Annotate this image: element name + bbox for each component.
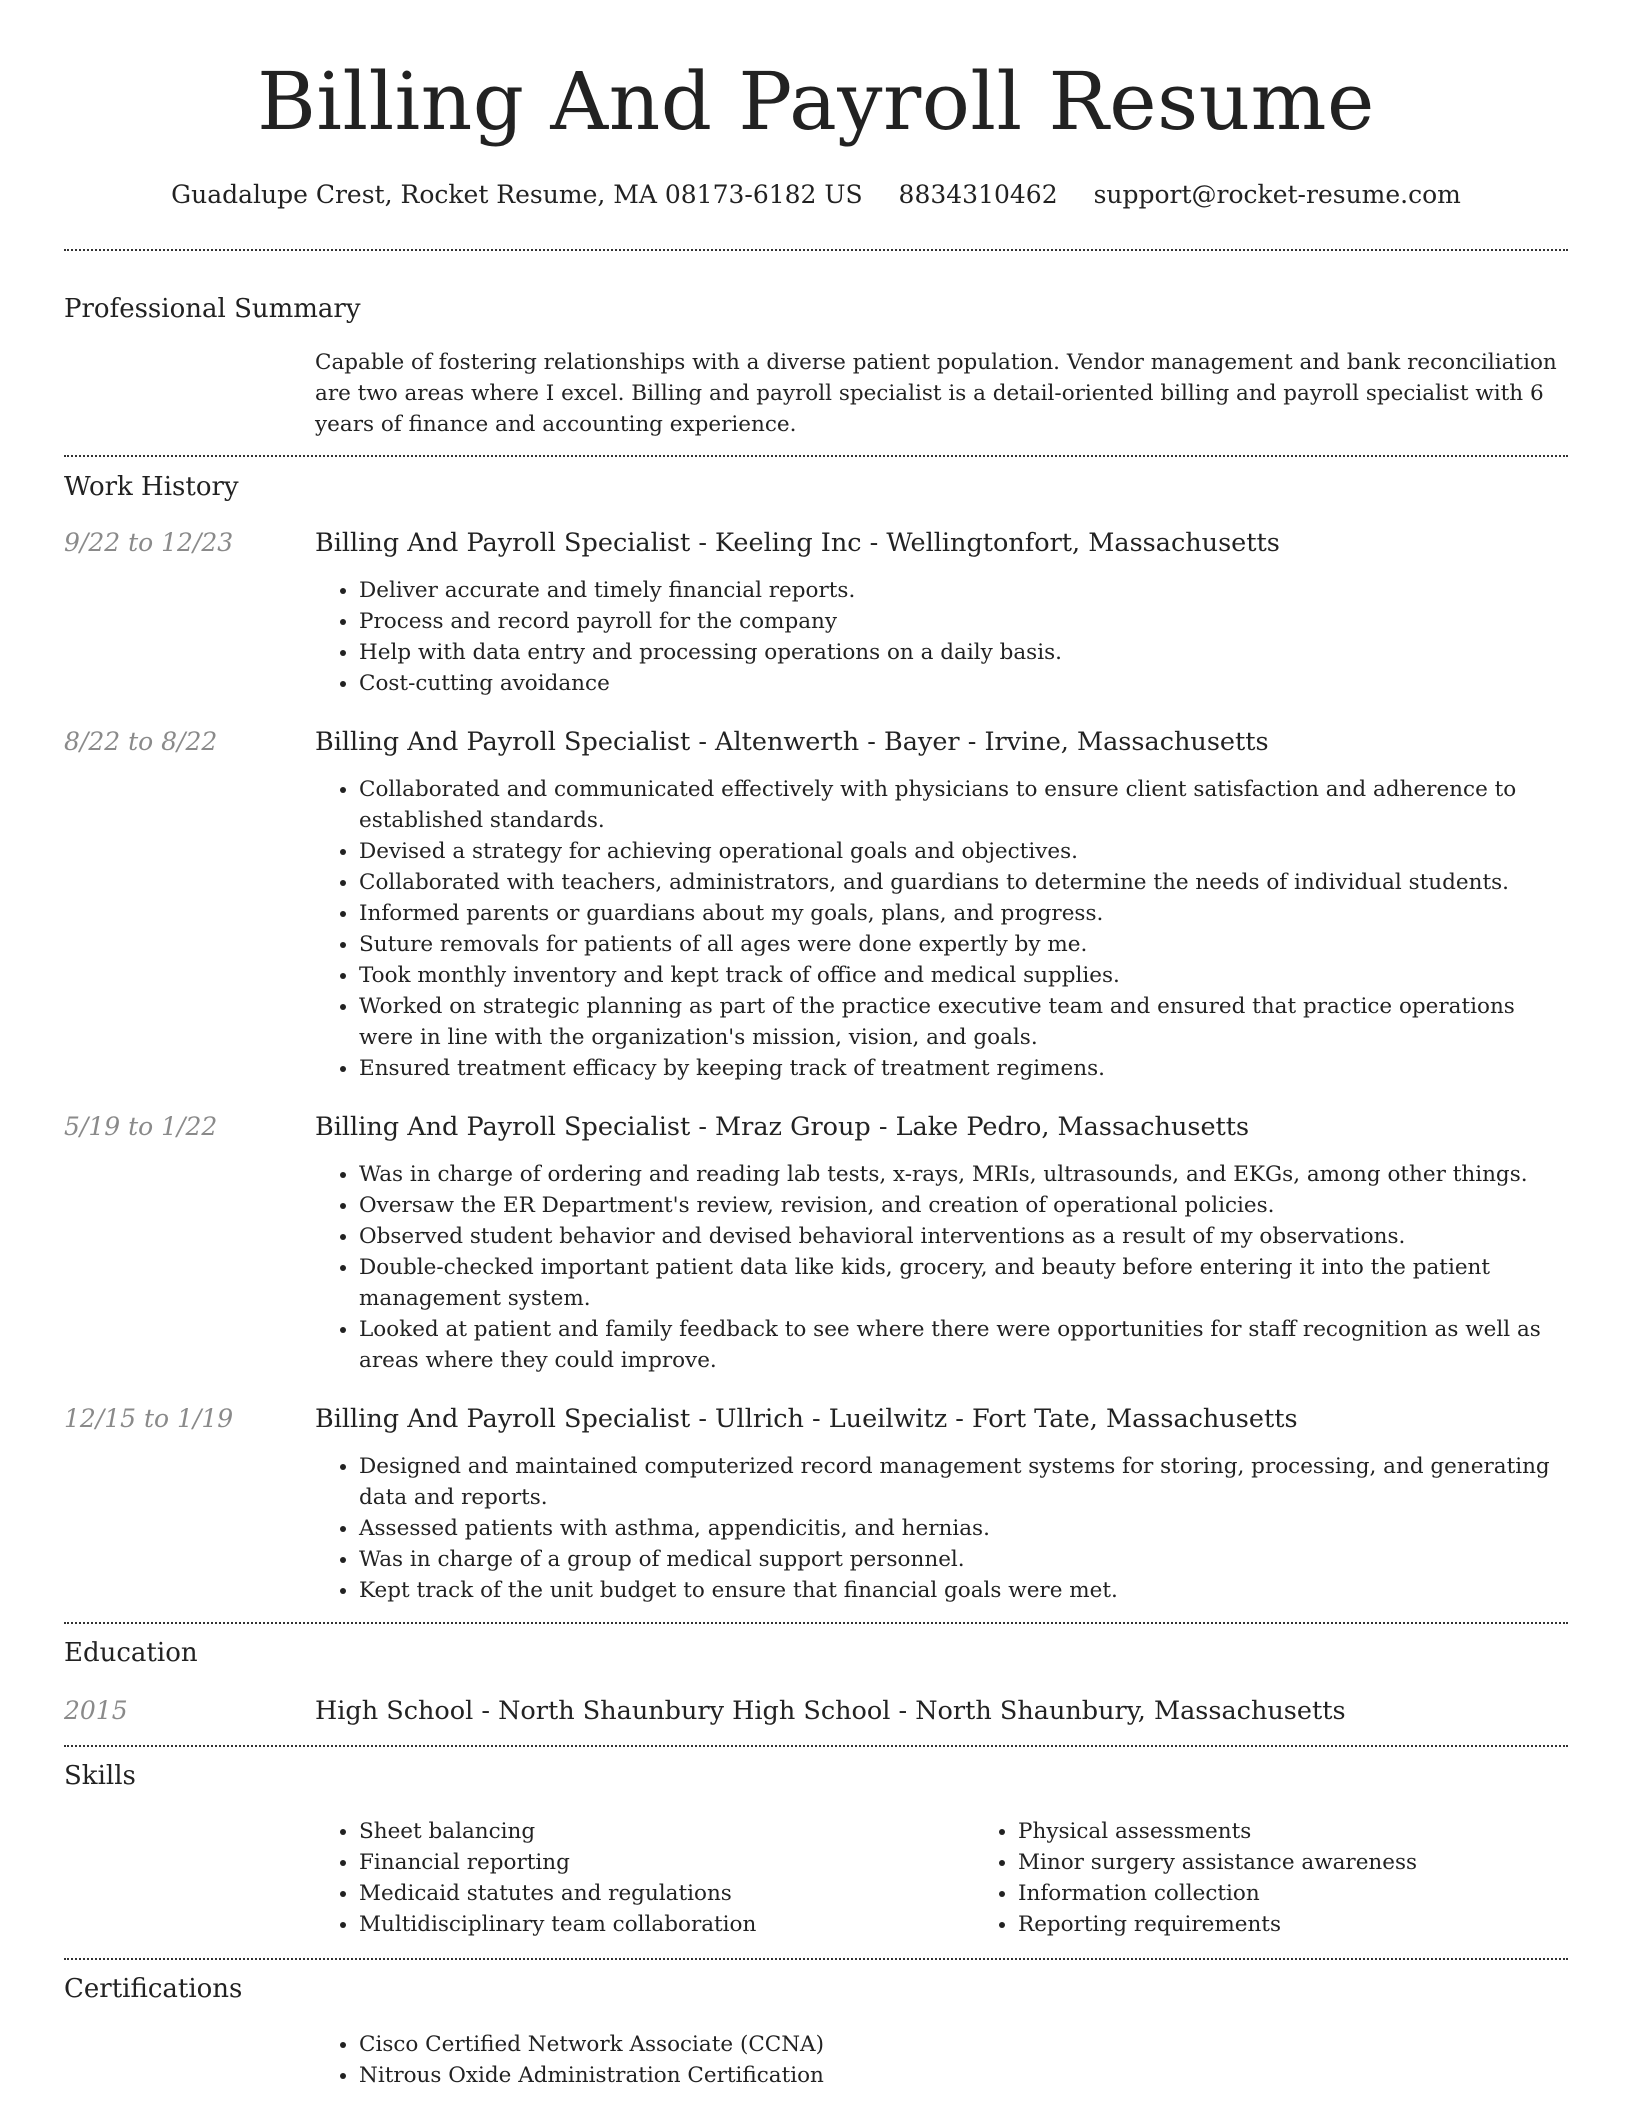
section-title: Certifications (64, 1974, 243, 2004)
section-title: Education (64, 1638, 198, 1668)
job-dates: 5/19 to 1/22 (64, 1112, 218, 1141)
job-entry (64, 525, 1568, 699)
list-item: • Looked at patient and family feedback to see where there were opportunities for staff recognition as well as areas where they could improve. (359, 1314, 1568, 1376)
list-item: • Oversaw the ER Department's review, revision, and creation of operational policies. (359, 1190, 1568, 1221)
list-item: • Assessed patients with asthma, appendicitis, and hernias. (359, 1513, 1568, 1544)
list-item: • Ensured treatment efficacy by keeping track of treatment regimens. (359, 1053, 1568, 1084)
list-item: • Collaborated with teachers, administrators, and guardians to determine the needs of individual students. (359, 867, 1568, 898)
list-item: • Took monthly inventory and kept track of office and medical supplies. (359, 960, 1568, 991)
skills-section (64, 1747, 1568, 1940)
job-entry (64, 724, 1568, 1084)
list-item: • Kept track of the unit budget to ensure that financial goals were met. (359, 1575, 1568, 1606)
education-heading: High School - North Shaunbury High School - North Shaunbury, Massachusetts (315, 1696, 1346, 1726)
list-item: • Devised a strategy for achieving operational goals and objectives. (359, 836, 1568, 867)
list-item: • Cisco Certified Network Associate (CCNA) (359, 2029, 1568, 2060)
job-heading: Billing And Payroll Specialist - Ullrich - Lueilwitz - Fort Tate, Massachusetts (315, 1404, 1298, 1434)
job-bullets (315, 1451, 1568, 1606)
list-item: • Help with data entry and processing operations on a daily basis. (359, 637, 1568, 668)
list-item: • Cost-cutting avoidance (359, 668, 1568, 699)
list-item: • Physical assessments (1018, 1816, 1632, 1847)
job-dates: 9/22 to 12/23 (64, 528, 234, 557)
job-dates: 8/22 to 8/22 (64, 727, 218, 756)
list-item: • Minor surgery assistance awareness (1018, 1847, 1632, 1878)
job-bullets (315, 774, 1568, 1084)
list-item: • Information collection (1018, 1878, 1632, 1909)
contact-phone: 8834310462 (898, 180, 1058, 209)
skills-list-left (315, 1816, 974, 1940)
list-item: • Collaborated and communicated effectively with physicians to ensure client satisfaction and adherence to established standards. (359, 774, 1568, 836)
list-item: • Medicaid statutes and regulations (359, 1878, 974, 1909)
job-bullets (315, 1159, 1568, 1376)
section-title: Skills (64, 1761, 136, 1791)
certifications-list (315, 2029, 1568, 2091)
contact-address: Guadalupe Crest, Rocket Resume, MA 08173-6182 US (171, 180, 863, 209)
job-heading: Billing And Payroll Specialist - Mraz Group - Lake Pedro, Massachusetts (315, 1112, 1250, 1142)
section-title: Professional Summary (64, 294, 361, 324)
contact-line (64, 178, 1568, 212)
list-item: • Financial reporting (359, 1847, 974, 1878)
list-item: • Observed student behavior and devised behavioral interventions as a result of my observations. (359, 1221, 1568, 1252)
job-heading: Billing And Payroll Specialist - Altenwerth - Bayer - Irvine, Massachusetts (315, 727, 1269, 757)
skills-list-right (974, 1816, 1632, 1940)
work-history-section (64, 457, 1568, 1606)
list-item: • Double-checked important patient data like kids, grocery, and beauty before entering it into the patient management system. (359, 1252, 1568, 1314)
job-entry (64, 1401, 1568, 1606)
job-entry (64, 1109, 1568, 1376)
certifications-section (64, 1960, 1568, 2091)
job-dates: 12/15 to 1/19 (64, 1404, 234, 1433)
job-heading: Billing And Payroll Specialist - Keeling Inc - Wellingtonfort, Massachusetts (315, 528, 1280, 558)
list-item: • Was in charge of a group of medical support personnel. (359, 1544, 1568, 1575)
list-item: • Was in charge of ordering and reading lab tests, x-rays, MRIs, ultrasounds, and EKGs, among other things. (359, 1159, 1568, 1190)
section-title: Work History (64, 472, 239, 502)
summary-section (64, 251, 1568, 440)
list-item: • Suture removals for patients of all ages were done expertly by me. (359, 929, 1568, 960)
contact-email[interactable]: support@rocket-resume.com (1093, 180, 1461, 209)
job-bullets (315, 575, 1568, 699)
list-item: • Deliver accurate and timely financial reports. (359, 575, 1568, 606)
list-item: • Process and record payroll for the company (359, 606, 1568, 637)
education-year: 2015 (64, 1696, 128, 1725)
list-item: • Worked on strategic planning as part of the practice executive team and ensured that practice operations were in line with the organization's mission, vision, and goals. (359, 991, 1568, 1053)
resume-title: Billing And Payroll Resume (257, 55, 1375, 148)
list-item: • Informed parents or guardians about my goals, plans, and progress. (359, 898, 1568, 929)
list-item: • Multidisciplinary team collaboration (359, 1909, 974, 1940)
list-item: • Sheet balancing (359, 1816, 974, 1847)
education-section (64, 1624, 1568, 1729)
list-item: • Nitrous Oxide Administration Certification (359, 2060, 1568, 2091)
summary-text: Capable of fostering relationships with a diverse patient population. Vendor management and bank reconciliation are two areas where I excel. Billing and payroll specialist is a detail-oriented billing and payroll specialist with 6 years of finance and accounting experience. (315, 350, 1557, 437)
list-item: • Designed and maintained computerized record management systems for storing, processing, and generating data and reports. (359, 1451, 1568, 1513)
list-item: • Reporting requirements (1018, 1909, 1632, 1940)
